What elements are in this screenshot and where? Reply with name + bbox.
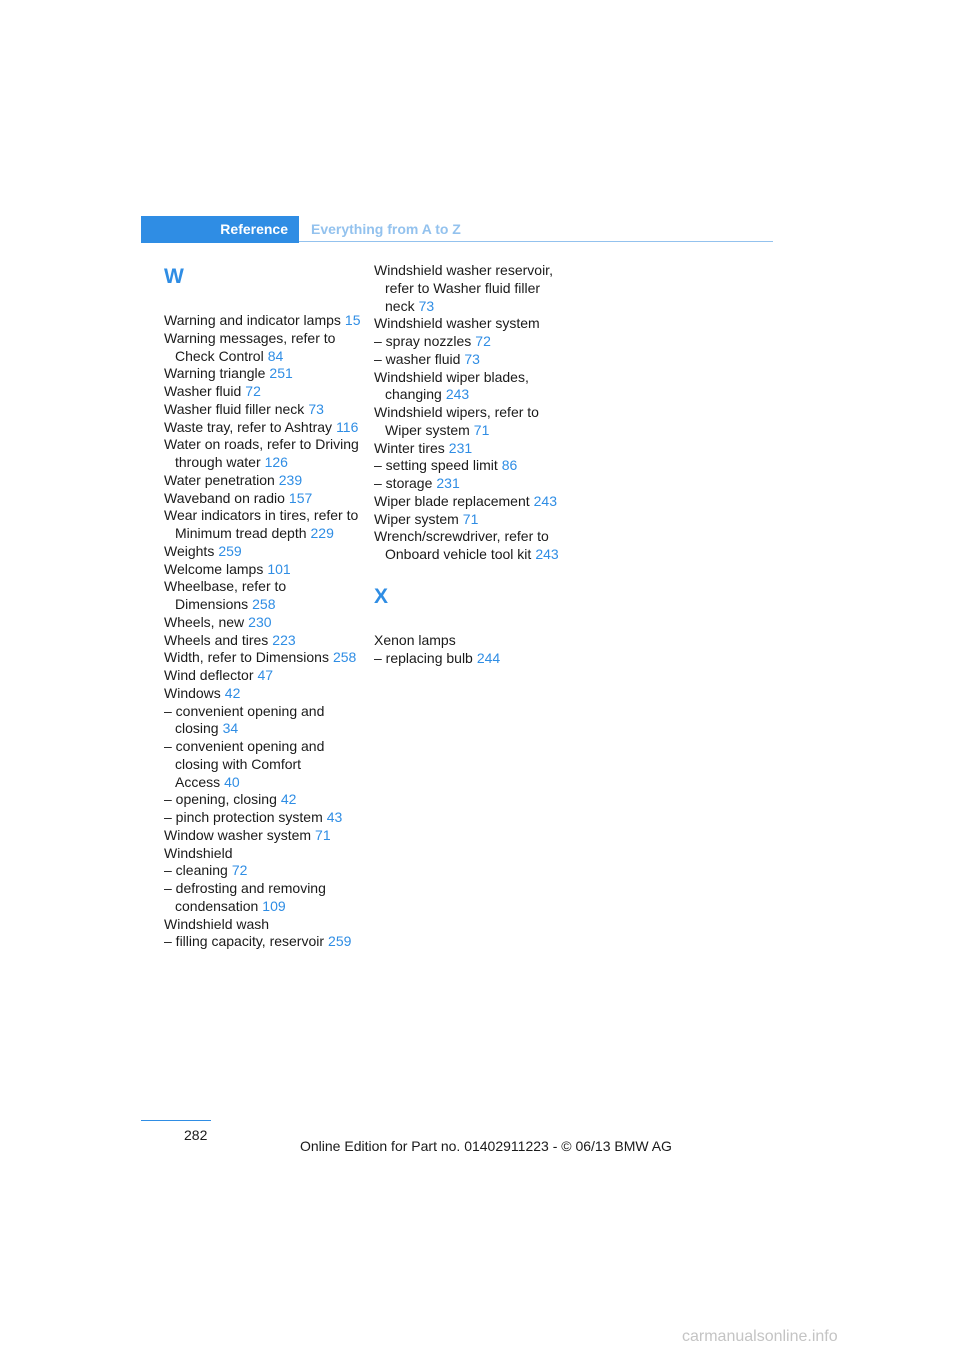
- index-entry: [164, 578, 364, 614]
- entry-text: Warning messages, refer to Check Control: [164, 329, 336, 364]
- entry-text: Warning and indicator lamps: [164, 312, 341, 328]
- entry-text: Water on roads, refer to Driving through water: [164, 436, 359, 470]
- entry-text: Welcome lamps: [164, 560, 264, 577]
- index-entry: [164, 401, 364, 419]
- page-link[interactable]: 258: [332, 649, 357, 666]
- page-link[interactable]: 73: [418, 297, 435, 314]
- letter-heading-x: X: [374, 584, 389, 608]
- index-entry: [374, 511, 574, 529]
- entry-text: Wrench/screwdriver, refer to Onboard vehicle tool kit: [374, 528, 549, 562]
- index-entry: [164, 649, 364, 667]
- page-link[interactable]: 72: [245, 383, 261, 399]
- entry-text: – spray nozzles: [374, 333, 472, 349]
- entry-text: Water penetration: [164, 471, 275, 488]
- page-link[interactable]: 244: [476, 649, 501, 666]
- page-link[interactable]: 231: [448, 439, 473, 456]
- index-entry: [164, 827, 364, 845]
- index-column-right: [374, 262, 574, 667]
- entry-text: Washer fluid filler neck: [164, 400, 305, 417]
- index-entry: [374, 650, 574, 668]
- index-entry: [164, 845, 364, 863]
- index-entry: [164, 543, 364, 561]
- page-link[interactable]: 230: [248, 613, 272, 630]
- index-entry: [374, 475, 574, 493]
- entry-text: Windshield: [164, 844, 233, 861]
- entry-text: Xenon lamps: [374, 631, 456, 648]
- entry-text: Washer fluid: [164, 383, 242, 399]
- index-entry: [164, 933, 364, 951]
- page-link[interactable]: 259: [328, 933, 352, 950]
- index-entry: [374, 440, 574, 458]
- entry-text: – cleaning: [164, 862, 228, 879]
- entry-text: – convenient opening and closing with Comfort Access: [164, 738, 325, 790]
- page-link[interactable]: 231: [436, 475, 460, 491]
- entry-text: – replacing bulb: [374, 649, 473, 666]
- entry-text: Wheels, new: [164, 613, 245, 630]
- index-entry: [164, 436, 364, 472]
- page-link[interactable]: 229: [310, 525, 334, 541]
- entry-text: Windshield washer reservoir, refer to Washer fluid filler neck: [374, 262, 553, 314]
- entry-text: – filling capacity, reservoir: [164, 933, 325, 950]
- page-link[interactable]: 223: [272, 631, 296, 648]
- entry-text: – defrosting and removing condensation: [164, 880, 326, 914]
- page-link[interactable]: 40: [224, 773, 240, 790]
- entry-text: – opening, closing: [164, 791, 277, 808]
- entry-text: Waste tray, refer to Ashtray: [164, 418, 333, 435]
- entry-list: [374, 632, 574, 668]
- page-link[interactable]: 43: [326, 809, 343, 825]
- page-link[interactable]: 42: [280, 791, 297, 808]
- page-link[interactable]: 243: [533, 492, 557, 509]
- entry-text: – pinch protection system: [164, 809, 323, 825]
- entry-text: – setting speed limit: [374, 457, 498, 474]
- entry-text: – washer fluid: [374, 350, 461, 367]
- index-entry: [164, 383, 364, 401]
- index-entry: [374, 369, 574, 405]
- page-link[interactable]: 243: [535, 546, 559, 562]
- page-link[interactable]: 126: [264, 454, 288, 470]
- index-entry: [374, 493, 574, 511]
- index-entry: [164, 685, 364, 703]
- page-link[interactable]: 71: [462, 510, 479, 527]
- page-link[interactable]: 101: [267, 560, 291, 577]
- watermark: carmanualsonline.info: [682, 1328, 838, 1345]
- index-entry: [164, 791, 364, 809]
- page-link[interactable]: 72: [231, 862, 248, 879]
- page-link[interactable]: 34: [222, 720, 239, 737]
- index-entry: [164, 809, 364, 827]
- entry-text: Waveband on radio: [164, 489, 285, 506]
- index-entry: [164, 667, 364, 685]
- entry-text: Wind deflector: [164, 667, 254, 683]
- page-link[interactable]: 42: [224, 684, 241, 701]
- letter-heading-w: W: [164, 265, 184, 288]
- entry-text: Windshield wiper blades, changing: [374, 368, 529, 403]
- page-link[interactable]: 47: [257, 667, 274, 683]
- entry-text: – convenient opening and closing: [164, 702, 325, 737]
- entry-text: Window washer system: [164, 826, 312, 843]
- page-number: 282: [184, 1127, 208, 1143]
- entry-text: Warning triangle: [164, 365, 266, 382]
- entry-text: Windshield wash: [164, 915, 270, 932]
- index-entry: [374, 262, 574, 315]
- section-gap: [374, 564, 574, 584]
- index-entry: [164, 738, 364, 791]
- entry-text: Wiper system: [374, 510, 459, 527]
- index-entry: [164, 365, 364, 383]
- page-link[interactable]: 109: [262, 897, 286, 914]
- section-tab: Reference: [141, 216, 299, 243]
- page-link[interactable]: 71: [315, 826, 331, 843]
- entry-list: [164, 312, 364, 951]
- entry-text: Windshield wipers, refer to Wiper system: [374, 404, 539, 438]
- header-rule: [299, 241, 773, 242]
- page-link[interactable]: 15: [344, 312, 361, 328]
- entry-text: Wiper blade replacement: [374, 492, 530, 509]
- page-link[interactable]: 72: [475, 333, 491, 349]
- page-link[interactable]: 71: [473, 421, 490, 438]
- index-entry: [374, 333, 574, 351]
- index-entry: [374, 404, 574, 440]
- index-entry: [164, 862, 364, 880]
- page-link[interactable]: 116: [336, 418, 359, 435]
- index-entry: [374, 315, 574, 333]
- entry-list: [374, 262, 574, 564]
- page-link[interactable]: 86: [501, 457, 518, 474]
- index-entry: [164, 419, 364, 437]
- index-entry: [164, 614, 364, 632]
- page-link[interactable]: 259: [218, 542, 242, 559]
- entry-text: Wear indicators in tires, refer to Minimum tread depth: [164, 507, 359, 541]
- index-entry: [164, 507, 364, 543]
- index-entry: [374, 351, 574, 369]
- page-link[interactable]: 251: [269, 365, 293, 382]
- page-link[interactable]: 73: [308, 400, 324, 417]
- page-header: [141, 216, 773, 243]
- page-link[interactable]: 258: [252, 596, 276, 612]
- entry-text: Weights: [164, 542, 215, 559]
- entry-text: Winter tires: [374, 439, 445, 456]
- index-column-left: [164, 262, 364, 951]
- index-entry: [374, 632, 574, 650]
- page-link[interactable]: 84: [267, 347, 284, 364]
- page-link[interactable]: 157: [288, 489, 313, 506]
- entry-text: Wheels and tires: [164, 631, 269, 648]
- page-link[interactable]: 73: [464, 350, 480, 367]
- index-entry: [164, 632, 364, 650]
- index-entry: [374, 457, 574, 475]
- entry-text: Windows: [164, 684, 221, 701]
- index-entry: [164, 561, 364, 579]
- section-subtitle: Everything from A to Z: [311, 221, 461, 237]
- index-entry: [164, 880, 364, 916]
- index-entry: [164, 703, 364, 739]
- index-entry: [164, 330, 364, 366]
- page-link[interactable]: 243: [445, 386, 470, 403]
- index-entry: [164, 490, 364, 508]
- index-entry: [374, 528, 574, 564]
- edition-footer: Online Edition for Part no. 01402911223 - © 06/13 BMW AG: [300, 1138, 672, 1154]
- entry-text: Width, refer to Dimensions: [164, 649, 329, 666]
- index-entry: [164, 312, 364, 330]
- index-entry: [164, 916, 364, 934]
- index-entry: [164, 472, 364, 490]
- entry-text: Wheelbase, refer to Dimensions: [164, 578, 287, 612]
- page-link[interactable]: 239: [278, 471, 303, 488]
- entry-text: – storage: [374, 475, 433, 491]
- entry-text: Windshield washer system: [374, 315, 540, 332]
- page-number-rule: [141, 1120, 211, 1121]
